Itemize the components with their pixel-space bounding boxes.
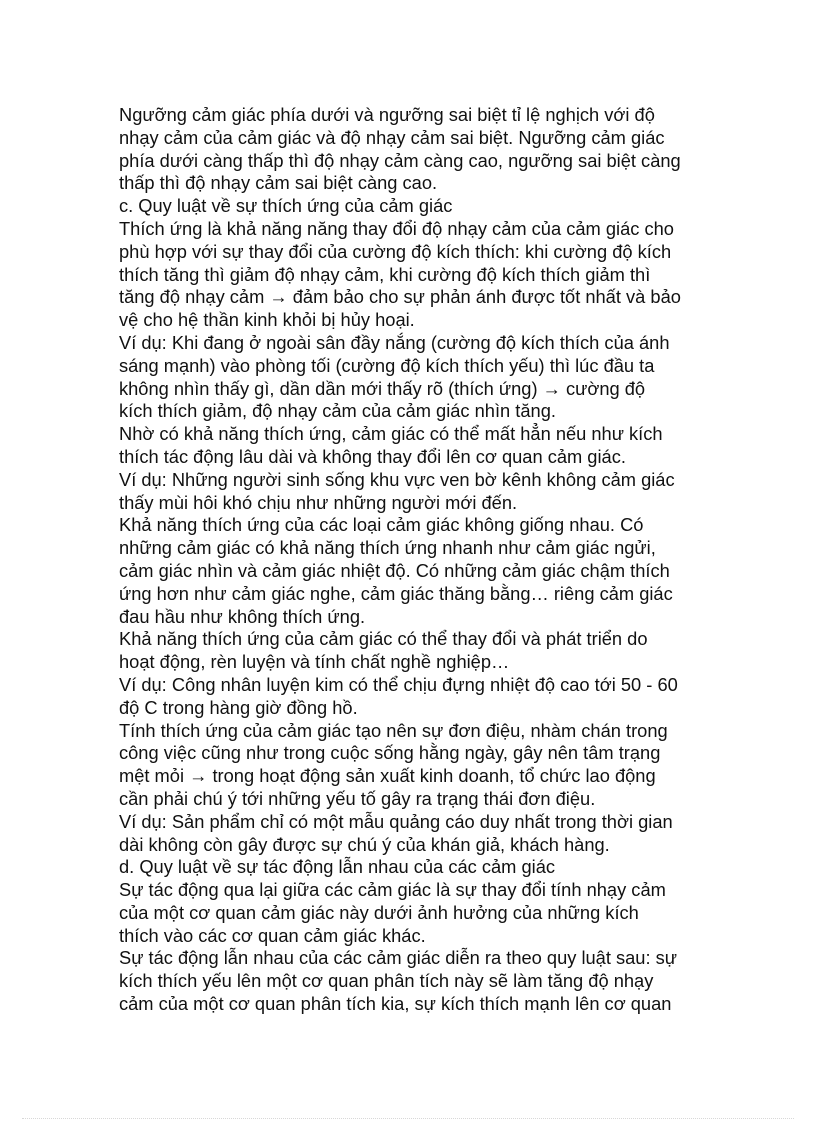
text-line: phía dưới càng thấp thì độ nhạy cảm càng cao, ngưỡng sai biệt càng [119,149,681,171]
text-line: thấp thì độ nhạy cảm sai biệt càng cao. [119,172,438,194]
text-line: độ C trong hàng giờ đồng hồ. [119,696,358,718]
text-line: Ví dụ: Khi đang ở ngoài sân đầy nắng (cường độ kích thích của ánh [119,331,670,353]
text-line: Ví dụ: Công nhân luyện kim có thể chịu đựng nhiệt độ cao tới 50 - 60 [119,673,678,695]
text-line: Ngưỡng cảm giác phía dưới và ngưỡng sai biệt tỉ lệ nghịch với độ [119,104,655,125]
text-line: hoạt động, rèn luyện và tính chất nghề nghiệp… [119,651,510,673]
text-line: Thích ứng là khả năng năng thay đổi độ nhạy cảm của cảm giác cho [119,217,674,239]
text-line: Ví dụ: Sản phẩm chỉ có một mẫu quảng cáo duy nhất trong thời gian [119,810,673,832]
text-line: cần phải chú ý tới những yếu tố gây ra trạng thái đơn điệu. [119,787,596,809]
text-line: thích tăng thì giảm độ nhạy cảm, khi cường độ kích thích giảm thì [119,263,651,285]
text-line: của một cơ quan cảm giác này dưới ảnh hưởng của những kích [119,901,639,923]
text-line: vệ cho hệ thần kinh khỏi bị hủy hoại. [119,309,415,331]
text-line: thích vào các cơ quan cảm giác khác. [119,924,426,946]
page-bottom-divider [22,1118,794,1119]
text-line: thích tác động lâu dài và không thay đổi lên cơ quan cảm giác. [119,445,626,467]
section-heading-c: c. Quy luật về sự thích ứng của cảm giác [119,195,453,217]
text-line: những cảm giác có khả năng thích ứng nhanh như cảm giác ngửi, [119,537,656,559]
text-line: nhạy cảm của cảm giác và độ nhạy cảm sai biệt. Ngưỡng cảm giác [119,126,665,148]
text-line: Nhờ có khả năng thích ứng, cảm giác có thể mất hẳn nếu như kích [119,423,663,445]
text-line: cảm của một cơ quan phân tích kia, sự kích thích mạnh lên cơ quan [119,993,672,1015]
text-line: Khả năng thích ứng của cảm giác có thể thay đổi và phát triển do [119,628,648,650]
text-line: Sự tác động qua lại giữa các cảm giác là sự thay đổi tính nhạy cảm [119,879,666,901]
text-line: tăng độ nhạy cảm → đảm bảo cho sự phản ánh được tốt nhất và bảo [119,286,681,308]
text-line: Ví dụ: Những người sinh sống khu vực ven bờ kênh không cảm giác [119,468,675,490]
text-line: thấy mùi hôi khó chịu như những người mới đến. [119,491,518,513]
text-line: Khả năng thích ứng của các loại cảm giác không giống nhau. Có [119,514,644,536]
document-body [119,104,719,1016]
text-line: dài không còn gây được sự chú ý của khán giả, khách hàng. [119,833,610,855]
text-line: công việc cũng như trong cuộc sống hằng ngày, gây nên tâm trạng [119,742,661,764]
text-line: sáng mạnh) vào phòng tối (cường độ kích thích yếu) thì lúc đầu ta [119,354,655,376]
text-line: kích thích yếu lên một cơ quan phân tích này sẽ làm tăng độ nhạy [119,970,654,992]
text-line: đau hầu như không thích ứng. [119,605,366,627]
text-line: cảm giác nhìn và cảm giác nhiệt độ. Có những cảm giác chậm thích [119,559,670,581]
text-line: phù hợp với sự thay đổi của cường độ kích thích: khi cường độ kích [119,240,672,262]
text-line: mệt mỏi → trong hoạt động sản xuất kinh doanh, tổ chức lao động [119,765,656,787]
text-line: ứng hơn như cảm giác nghe, cảm giác thăng bằng… riêng cảm giác [119,582,673,604]
section-heading-d: d. Quy luật về sự tác động lẫn nhau của các cảm giác [119,856,556,878]
text-line: kích thích giảm, độ nhạy cảm của cảm giác nhìn tăng. [119,400,556,422]
text-line: Sự tác động lẫn nhau của các cảm giác diễn ra theo quy luật sau: sự [119,947,678,969]
text-line: không nhìn thấy gì, dần dần mới thấy rõ (thích ứng) → cường độ [119,377,646,399]
text-line: Tính thích ứng của cảm giác tạo nên sự đơn điệu, nhàm chán trong [119,719,668,741]
